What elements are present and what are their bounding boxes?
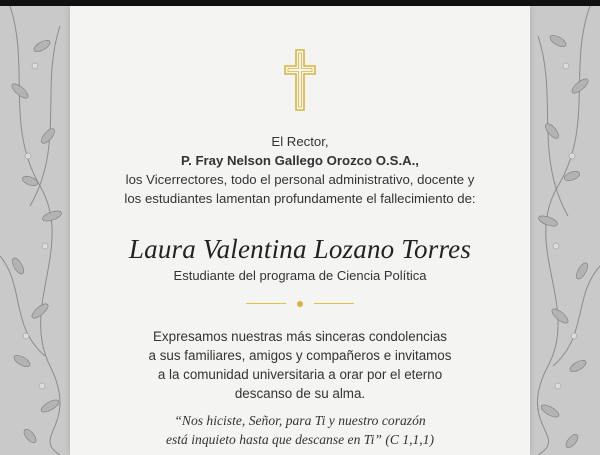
condolences-line-1: Expresamos nuestras más sinceras condolencias [153, 329, 447, 344]
ornamental-divider [246, 301, 354, 307]
cross-icon [283, 48, 317, 112]
condolences-line-4: descanso de su alma. [234, 386, 366, 401]
announcement-header [70, 132, 530, 208]
divider-dot [297, 301, 303, 307]
deceased-role: Estudiante del programa de Ciencia Política [173, 268, 427, 283]
quote-text [70, 411, 530, 449]
obituary-card [70, 6, 530, 455]
rector-name: P. Fray Nelson Gallego Orozco O.S.A., [181, 153, 419, 168]
condolences-line-3: a la comunidad universitaria a orar por el eterno [157, 367, 443, 382]
header-line-3: los Vicerrectores, todo el personal administrativo, docente y [125, 172, 475, 187]
quote-line-2: está inquieto hasta que descanse en Ti” (C 1,1,1) [165, 432, 435, 447]
floral-decoration-left [0, 6, 72, 455]
deceased-name: Laura Valentina Lozano Torres [128, 234, 472, 264]
quote-line-1: “Nos hiciste, Señor, para Ti y nuestro corazón [174, 413, 426, 428]
condolences-line-2: a sus familiares, amigos y compañeros e invitamos [148, 348, 452, 363]
condolences-text [70, 327, 530, 403]
rector-label: El Rector, [271, 134, 329, 149]
header-line-4: los estudiantes lamentan profundamente el fallecimiento de: [124, 191, 476, 206]
floral-decoration-right [528, 6, 600, 455]
